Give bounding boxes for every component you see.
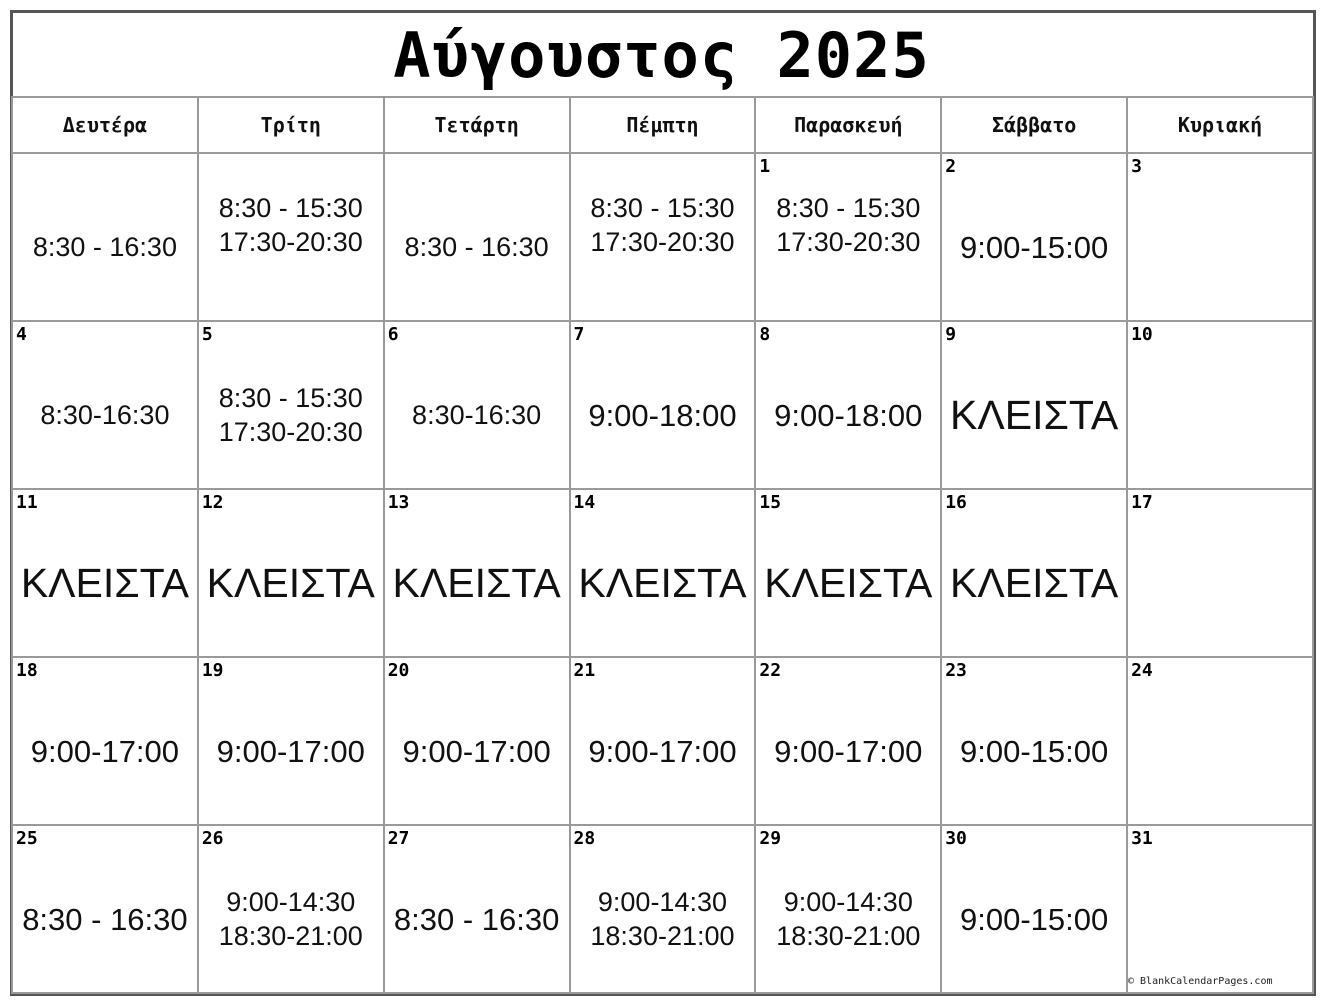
- day-number: 13: [387, 492, 410, 513]
- weekday-header: Τρίτη: [198, 97, 384, 153]
- hours-line: 9:00-18:00: [588, 397, 737, 433]
- day-cell: [941, 825, 1127, 993]
- day-cell: [755, 657, 941, 825]
- day-cell: [384, 321, 570, 489]
- day-cell: [1127, 153, 1313, 321]
- opening-hours: [756, 344, 940, 488]
- hours-line: 18:30-21:00: [590, 921, 735, 951]
- hours-line: 9:00-17:00: [216, 733, 365, 769]
- opening-hours: [13, 176, 197, 320]
- week-row: [12, 153, 1313, 321]
- week-row: [12, 489, 1313, 657]
- hours-line: ΚΛΕΙΣΤΑ: [950, 392, 1119, 439]
- hours-line: 9:00-14:30: [783, 887, 913, 918]
- opening-hours: [942, 680, 1126, 824]
- day-cell: [570, 321, 756, 489]
- hours-line: 8:30 - 15:30: [218, 383, 363, 414]
- day-cell: [941, 153, 1127, 321]
- opening-hours: [942, 512, 1126, 656]
- hours-line: 9:00-17:00: [402, 733, 551, 769]
- hours-line: 9:00-17:00: [30, 733, 180, 769]
- day-cell: [198, 321, 384, 489]
- day-number: 9: [945, 324, 957, 345]
- day-number: 26: [201, 828, 224, 849]
- calendar-grid: [11, 96, 1314, 994]
- opening-hours: [756, 680, 940, 824]
- day-cell: [198, 657, 384, 825]
- opening-hours: [199, 680, 383, 824]
- opening-hours: [385, 848, 569, 992]
- opening-hours: [571, 512, 755, 656]
- opening-hours: [385, 176, 569, 320]
- day-number: 30: [945, 828, 967, 849]
- weekday-header-row: [12, 97, 1313, 153]
- day-cell: [198, 489, 384, 657]
- day-cell: [12, 825, 198, 993]
- day-number: 8: [759, 324, 771, 345]
- day-cell: [1127, 825, 1313, 993]
- day-number: 18: [16, 660, 38, 681]
- day-number: 31: [1131, 828, 1153, 849]
- week-row: [12, 321, 1313, 489]
- hours-line: 8:30 - 15:30: [776, 193, 921, 224]
- weekday-header: Κυριακή: [1127, 97, 1313, 153]
- weekday-header: Δευτέρα: [12, 97, 198, 153]
- hours-line: 17:30-20:30: [590, 227, 735, 257]
- day-cell: [570, 825, 756, 993]
- opening-hours: [571, 848, 755, 992]
- day-number: 24: [1131, 660, 1153, 681]
- opening-hours: [385, 680, 569, 824]
- opening-hours: [571, 162, 755, 290]
- hours-line: ΚΛΕΙΣΤΑ: [392, 560, 561, 607]
- hours-line: 9:00-14:30: [597, 887, 727, 918]
- day-number: 15: [759, 492, 782, 513]
- weekday-header: Σάββατο: [941, 97, 1127, 153]
- opening-hours: [571, 680, 755, 824]
- opening-hours: [199, 512, 383, 656]
- hours-line: 18:30-21:00: [776, 921, 921, 951]
- day-cell: [198, 825, 384, 993]
- hours-line: 9:00-18:00: [774, 397, 923, 433]
- hours-line: 8:30-16:30: [412, 400, 542, 431]
- hours-line: 8:30 - 15:30: [590, 193, 735, 224]
- weekday-header: Τετάρτη: [384, 97, 570, 153]
- weekday-header: Πέμπτη: [570, 97, 756, 153]
- hours-line: 17:30-20:30: [218, 417, 363, 447]
- opening-hours: [571, 344, 755, 488]
- day-cell: [12, 153, 198, 321]
- week-row: [12, 657, 1313, 825]
- day-number: 5: [201, 324, 213, 345]
- day-number: 2: [945, 156, 957, 177]
- day-cell: [12, 657, 198, 825]
- hours-line: ΚΛΕΙΣΤΑ: [206, 560, 375, 607]
- day-cell: [1127, 489, 1313, 657]
- hours-line: 17:30-20:30: [776, 227, 921, 257]
- opening-hours: [13, 680, 197, 824]
- hours-line: 9:00-15:00: [960, 733, 1109, 769]
- day-cell: [12, 321, 198, 489]
- opening-hours: [756, 162, 940, 290]
- opening-hours: [199, 848, 383, 992]
- hours-line: ΚΛΕΙΣΤΑ: [578, 560, 747, 607]
- day-number: 16: [945, 492, 967, 513]
- day-number: 22: [759, 660, 782, 681]
- day-cell: [384, 153, 570, 321]
- opening-hours: [199, 344, 383, 488]
- day-cell: [384, 825, 570, 993]
- day-number: 10: [1131, 324, 1153, 345]
- day-cell: [755, 153, 941, 321]
- hours-line: 9:00-15:00: [960, 229, 1109, 265]
- day-cell: [755, 825, 941, 993]
- day-number: 3: [1131, 156, 1142, 177]
- day-cell: [384, 657, 570, 825]
- day-number: 21: [573, 660, 596, 681]
- calendar-title: Αύγουστος 2025: [393, 18, 930, 92]
- day-number: 1: [759, 156, 771, 177]
- hours-line: 8:30 - 16:30: [32, 232, 177, 263]
- day-cell: [570, 657, 756, 825]
- hours-line: 9:00-17:00: [774, 733, 923, 769]
- week-row: [12, 825, 1313, 993]
- day-number: 17: [1131, 492, 1153, 513]
- opening-hours: [942, 176, 1126, 320]
- day-cell: [1127, 321, 1313, 489]
- day-number: 4: [16, 324, 27, 345]
- hours-line: 9:00-14:30: [226, 887, 356, 918]
- opening-hours: [942, 848, 1126, 992]
- opening-hours: [942, 344, 1126, 488]
- day-number: 14: [573, 492, 596, 513]
- day-number: 12: [201, 492, 224, 513]
- day-cell: [198, 153, 384, 321]
- hours-line: 8:30 - 16:30: [22, 901, 188, 937]
- hours-line: 8:30 - 15:30: [218, 193, 363, 224]
- copyright-credit: © BlankCalendarPages.com: [1128, 976, 1273, 987]
- opening-hours: [13, 344, 197, 488]
- day-cell: [755, 489, 941, 657]
- hours-line: 8:30 - 16:30: [404, 232, 549, 263]
- day-cell: [941, 321, 1127, 489]
- day-number: 27: [387, 828, 410, 849]
- day-cell: [1127, 657, 1313, 825]
- opening-hours: [199, 162, 383, 290]
- hours-line: 9:00-15:00: [960, 901, 1109, 937]
- day-number: 6: [387, 324, 399, 345]
- day-cell: [941, 489, 1127, 657]
- hours-line: 8:30-16:30: [40, 400, 170, 431]
- day-number: 11: [16, 492, 38, 513]
- opening-hours: [385, 512, 569, 656]
- day-cell: [384, 489, 570, 657]
- hours-line: ΚΛΕΙΣΤΑ: [20, 560, 189, 607]
- hours-line: 8:30 - 16:30: [393, 901, 560, 937]
- weekday-header: Παρασκευή: [755, 97, 941, 153]
- opening-hours: [385, 344, 569, 488]
- opening-hours: [13, 848, 197, 992]
- opening-hours: [13, 512, 197, 656]
- day-number: 25: [16, 828, 38, 849]
- day-cell: [755, 321, 941, 489]
- hours-line: ΚΛΕΙΣΤΑ: [950, 560, 1119, 607]
- day-number: 19: [201, 660, 224, 681]
- hours-line: 9:00-17:00: [588, 733, 737, 769]
- day-number: 28: [573, 828, 596, 849]
- hours-line: 18:30-21:00: [218, 921, 363, 951]
- day-cell: [941, 657, 1127, 825]
- day-number: 29: [759, 828, 782, 849]
- day-number: 23: [945, 660, 967, 681]
- opening-hours: [756, 848, 940, 992]
- hours-line: ΚΛΕΙΣΤΑ: [764, 560, 933, 607]
- day-number: 20: [387, 660, 410, 681]
- hours-line: 17:30-20:30: [218, 227, 363, 257]
- opening-hours: [756, 512, 940, 656]
- day-cell: [12, 489, 198, 657]
- day-cell: [570, 489, 756, 657]
- day-cell: [570, 153, 756, 321]
- day-number: 7: [573, 324, 585, 345]
